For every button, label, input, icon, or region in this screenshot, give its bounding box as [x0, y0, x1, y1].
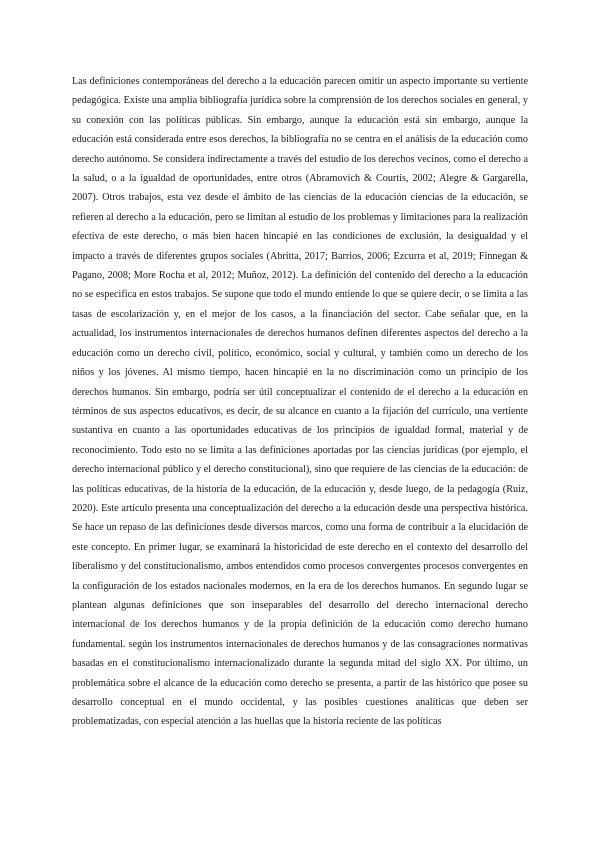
body-paragraph: Las definiciones contemporáneas del derecho a la educación parecen omitir un aspecto importante su vertiente pedagógica. Existe una amplia bibliografía jurídica sobre la comprensión de los derechos sociales en general, y su conexión con las políticas públicas. Sin embargo, aunque la educación está sin embargo, aunque la educación está considerada entre esos derechos, la bibliografía no se centra en el análisis de la educación como derecho autónomo. Se considera indirectamente a través del estudio de los derechos vecinos, como el derecho a la salud, o a la igualdad de oportunidades, entre otros (Abramovich & Courtis, 2002; Alegre & Gargarella, 2007). Otros trabajos, esta vez desde el ámbito de las ciencias de la educación ciencias de la educación, se refieren al derecho a la educación, pero se limitan al estudio de los problemas y limitaciones para la realización efectiva de este derecho, o más bien hacen hincapié en las condiciones de exclusión, la desigualdad y el impacto a través de diferentes grupos sociales (Abritta, 2017; Barrios, 2006; Ezcurra et al, 2019; Finnegan & Pagano, 2008; More Rocha et al, 2012; Muñoz, 2012). La definición del contenido del derecho a la educación no se especifica en estos trabajos. Se supone que todo el mundo entiende lo que se quiere decir, o se limita a las tasas de escolarización y, en el mejor de los casos, a la financiación del sector. Cabe señalar que, en la actualidad, los instrumentos internacionales de derechos humanos definen diferentes aspectos del derecho a la educación como un derecho civil, político, económico, social y cultural, y también como un derecho de los niños y los jóvenes. Al mismo tiempo, hacen hincapié en la no discriminación como un principio de los derechos humanos. Sin embargo, podría ser útil conceptualizar el contenido de el derecho a la educación en términos de sus aspectos educativos, es decir, de su alcance en cuanto a la fijación del currículo, una vertiente sustantiva en cuanto a las oportunidades educativas de los principios de igualdad formal, material y de reconocimiento. Todo esto no se limita a las definiciones aportadas por las ciencias jurídicas (por ejemplo, el derecho internacional público y el derecho constitucional), sino que requiere de las ciencias de la educación: de las políticas educativas, de la historia de la educación, de la educación y, desde luego, de la pedagogía (Ruiz, 2020). Este artículo presenta una conceptualización del derecho a la educación desde una perspectiva histórica. Se hace un repaso de las definiciones desde diversos marcos, como una forma de contribuir a la elucidación de este concepto. En primer lugar, se examinará la historicidad de este derecho en el contexto del desarrollo del liberalismo y del constitucionalismo, ambos entendidos como procesos convergentes procesos convergentes en la configuración de los estados nacionales modernos, en la era de los derechos humanos. En segundo lugar se plantean algunas definiciones que son inseparables del desarrollo del derecho internacional derecho internacional de los derechos humanos y de la propia definición de la educación como derecho humano fundamental. según los instrumentos internacionales de derechos humanos y de las consagraciones normativas basadas en el constitucionalismo internacionalizado durante la segunda mitad del siglo XX. Por último, un problemática sobre el alcance de la educación como derecho se presenta, a partir de las histórico que posee su desarrollo conceptual en el mundo occidental, y las posibles cuestiones analíticas que deben ser problematizadas, con especial atención a las huellas que la historia reciente de las políticas	[72, 76, 528, 728]
